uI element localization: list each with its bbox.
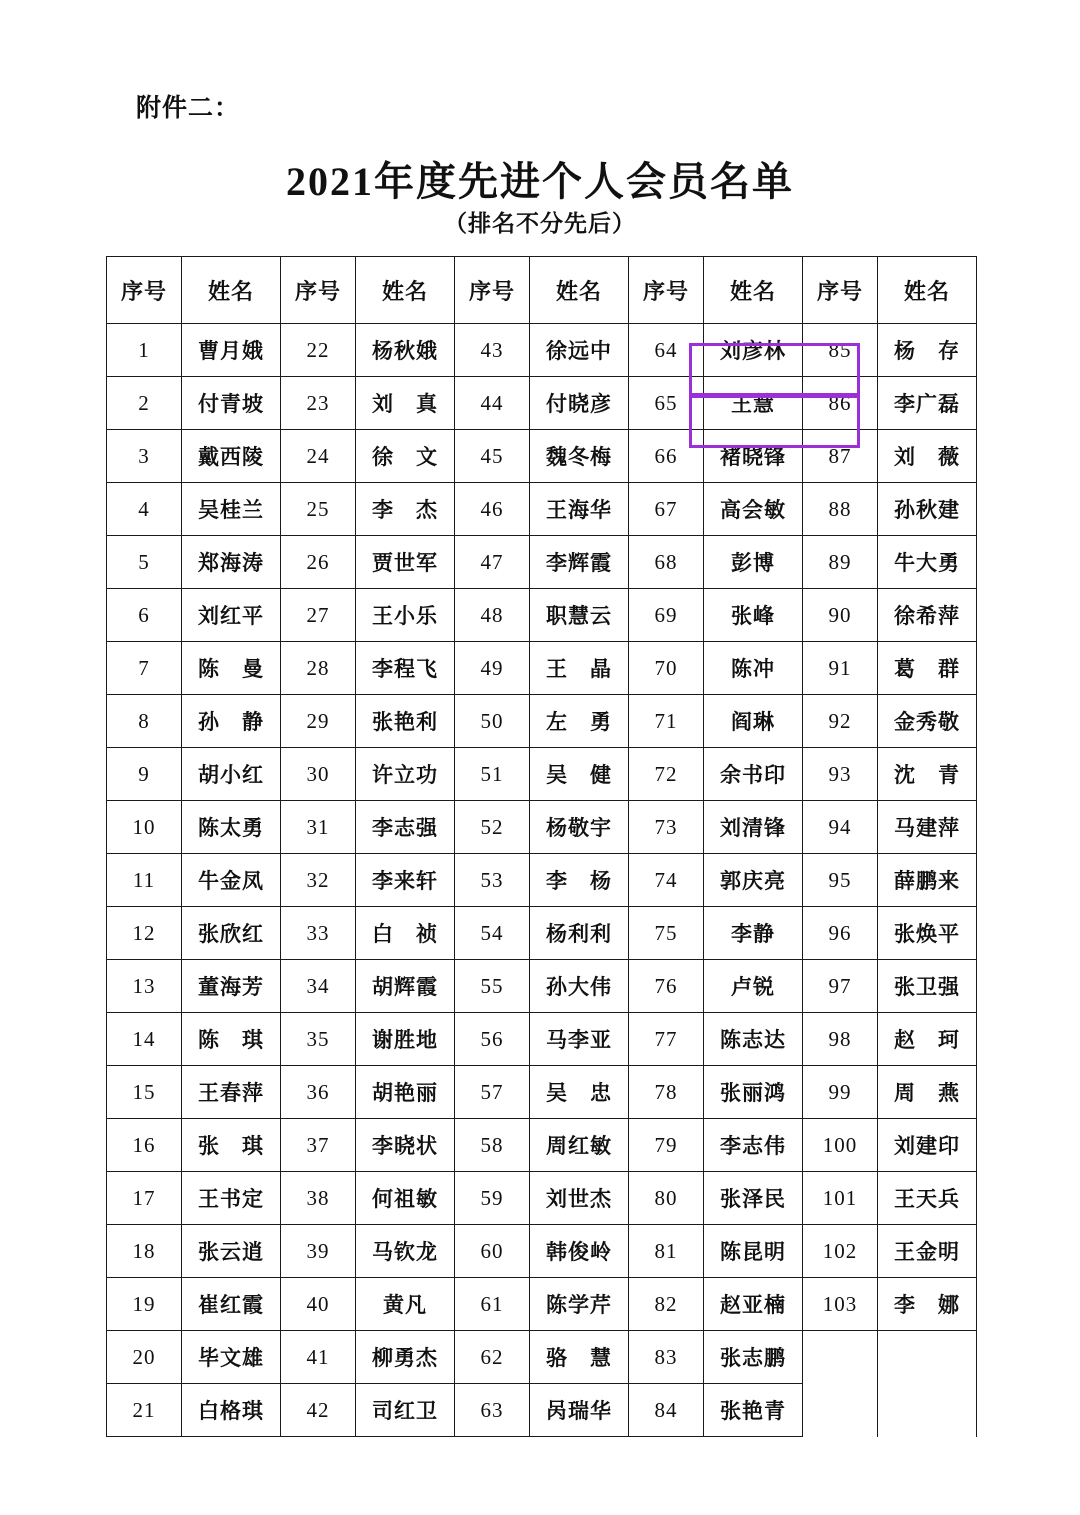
- table-cell-index: 99: [803, 1066, 878, 1119]
- column-header-index-4: 序号: [629, 257, 704, 324]
- table-body: [107, 324, 977, 1437]
- table-cell-index: 84: [629, 1384, 704, 1437]
- table-cell-name: 黄凡: [356, 1278, 455, 1331]
- table-cell-index: 71: [629, 695, 704, 748]
- column-header-index-5: 序号: [803, 257, 878, 324]
- table-cell-name: 许立功: [356, 748, 455, 801]
- table-row: [107, 960, 977, 1013]
- table-cell-index: 35: [281, 1013, 356, 1066]
- table-row: [107, 1119, 977, 1172]
- table-cell-name: 张泽民: [704, 1172, 803, 1225]
- table-cell-name: 王小乐: [356, 589, 455, 642]
- table-cell-name: 职慧云: [530, 589, 629, 642]
- table-cell-name: 柳勇杰: [356, 1331, 455, 1384]
- table-cell-name: 李来轩: [356, 854, 455, 907]
- table-cell-name: 胡辉霞: [356, 960, 455, 1013]
- table-cell-name: 刘 薇: [878, 430, 977, 483]
- column-header-index-2: 序号: [281, 257, 356, 324]
- table-cell-index: 101: [803, 1172, 878, 1225]
- table-cell-index: 63: [455, 1384, 530, 1437]
- table-cell-index: 4: [107, 483, 182, 536]
- table-cell-name: 沈 青: [878, 748, 977, 801]
- table-row: [107, 430, 977, 483]
- table-cell-name: 白 祯: [356, 907, 455, 960]
- table-cell-name: 张云逍: [182, 1225, 281, 1278]
- table-cell-index: 68: [629, 536, 704, 589]
- table-cell-name: 牛大勇: [878, 536, 977, 589]
- table-cell-name: 陈志达: [704, 1013, 803, 1066]
- table-cell-name: 董海芳: [182, 960, 281, 1013]
- table-cell-name: 褚晓锋: [704, 430, 803, 483]
- table-cell-index: 38: [281, 1172, 356, 1225]
- table-cell-index: 80: [629, 1172, 704, 1225]
- table-cell-name: 刘红平: [182, 589, 281, 642]
- table-cell-name: 周 燕: [878, 1066, 977, 1119]
- table-cell-name: 王 晶: [530, 642, 629, 695]
- table-cell-index: 19: [107, 1278, 182, 1331]
- table-cell-name: 张 琪: [182, 1119, 281, 1172]
- table-cell-name: 刘建印: [878, 1119, 977, 1172]
- table-row: [107, 536, 977, 589]
- table-cell-index: 73: [629, 801, 704, 854]
- table-cell-index: 5: [107, 536, 182, 589]
- table-cell-index: 61: [455, 1278, 530, 1331]
- table-cell-index: 83: [629, 1331, 704, 1384]
- table-cell-index: 49: [455, 642, 530, 695]
- table-cell-name: 李志强: [356, 801, 455, 854]
- table-cell-index: 8: [107, 695, 182, 748]
- table-cell-name: 张卫强: [878, 960, 977, 1013]
- table-cell-name: 马钦龙: [356, 1225, 455, 1278]
- table-cell-name: 张丽鸿: [704, 1066, 803, 1119]
- table-cell-index: 72: [629, 748, 704, 801]
- table-row: [107, 642, 977, 695]
- table-row: [107, 324, 977, 377]
- table-cell-index: 11: [107, 854, 182, 907]
- table-cell-name: 司红卫: [356, 1384, 455, 1437]
- table-cell-name: 孙 静: [182, 695, 281, 748]
- table-cell-index: 20: [107, 1331, 182, 1384]
- table-cell-index: 1: [107, 324, 182, 377]
- table-cell-index: 55: [455, 960, 530, 1013]
- table-cell-name: 李晓状: [356, 1119, 455, 1172]
- table-cell-index: 47: [455, 536, 530, 589]
- table-cell-index: 100: [803, 1119, 878, 1172]
- table-cell-name: 付青坡: [182, 377, 281, 430]
- table-cell-index: 36: [281, 1066, 356, 1119]
- table-cell-name: 陈 琪: [182, 1013, 281, 1066]
- table-cell-index: 17: [107, 1172, 182, 1225]
- table-row: [107, 748, 977, 801]
- table-header-row: [107, 257, 977, 324]
- table-cell-name: 卢锐: [704, 960, 803, 1013]
- table-cell-index: 6: [107, 589, 182, 642]
- table-cell-index: 82: [629, 1278, 704, 1331]
- table-cell-name: 呙瑞华: [530, 1384, 629, 1437]
- table-cell-index: 26: [281, 536, 356, 589]
- table-cell-name: 骆 慧: [530, 1331, 629, 1384]
- table-cell-index: 22: [281, 324, 356, 377]
- table-cell-index: 67: [629, 483, 704, 536]
- table-cell-index: 44: [455, 377, 530, 430]
- table-cell-index: 12: [107, 907, 182, 960]
- table-cell-index: 39: [281, 1225, 356, 1278]
- table-cell-index: 50: [455, 695, 530, 748]
- table-cell-name: 徐远中: [530, 324, 629, 377]
- table-cell-name: 戴西陵: [182, 430, 281, 483]
- table-cell-name: 张艳利: [356, 695, 455, 748]
- page-title: 2021年度先进个人会员名单: [286, 159, 794, 204]
- table-cell-name: 刘彦林: [704, 324, 803, 377]
- table-cell-name: 陈 曼: [182, 642, 281, 695]
- table-cell-index: 87: [803, 430, 878, 483]
- column-header-name-2: 姓名: [356, 257, 455, 324]
- table-cell-name: 毕文雄: [182, 1331, 281, 1384]
- table-cell-index: 95: [803, 854, 878, 907]
- table-cell-name: 郭庆亮: [704, 854, 803, 907]
- table-cell-index: 76: [629, 960, 704, 1013]
- table-cell-name: 张志鹏: [704, 1331, 803, 1384]
- table-cell-index: 24: [281, 430, 356, 483]
- table-cell-name: 胡小红: [182, 748, 281, 801]
- table-cell-index: 25: [281, 483, 356, 536]
- table-cell-index: 69: [629, 589, 704, 642]
- attachment-label: 附件二：: [136, 95, 241, 122]
- table-cell-index: 23: [281, 377, 356, 430]
- table-cell-name: 徐希萍: [878, 589, 977, 642]
- table-cell-index: 48: [455, 589, 530, 642]
- table-row: [107, 483, 977, 536]
- table-cell-name: 王海华: [530, 483, 629, 536]
- table-cell-name: 王金明: [878, 1225, 977, 1278]
- table-cell-index: 30: [281, 748, 356, 801]
- table-cell-index: 54: [455, 907, 530, 960]
- table-cell-name: 马建萍: [878, 801, 977, 854]
- table-cell-empty: [803, 1331, 878, 1384]
- table-cell-name: 李广磊: [878, 377, 977, 430]
- column-header-name-5: 姓名: [878, 257, 977, 324]
- table-cell-index: 2: [107, 377, 182, 430]
- table-cell-index: 13: [107, 960, 182, 1013]
- table-cell-index: 58: [455, 1119, 530, 1172]
- table-cell-name: 韩俊岭: [530, 1225, 629, 1278]
- table-cell-name: 李 娜: [878, 1278, 977, 1331]
- table-cell-index: 18: [107, 1225, 182, 1278]
- table-cell-index: 102: [803, 1225, 878, 1278]
- table-cell-index: 88: [803, 483, 878, 536]
- table-row: [107, 907, 977, 960]
- column-header-name-3: 姓名: [530, 257, 629, 324]
- table-cell-index: 7: [107, 642, 182, 695]
- table-cell-index: 16: [107, 1119, 182, 1172]
- table-cell-name: 孙秋建: [878, 483, 977, 536]
- table-cell-index: 93: [803, 748, 878, 801]
- table-cell-name: 王书定: [182, 1172, 281, 1225]
- table-cell-index: 32: [281, 854, 356, 907]
- table-cell-index: 75: [629, 907, 704, 960]
- table-cell-name: 何祖敏: [356, 1172, 455, 1225]
- table-cell-name: 张焕平: [878, 907, 977, 960]
- table-cell-name: 魏冬梅: [530, 430, 629, 483]
- table-cell-index: 29: [281, 695, 356, 748]
- table-cell-name: 曹月娥: [182, 324, 281, 377]
- table-cell-name: 贾世军: [356, 536, 455, 589]
- table-cell-index: 91: [803, 642, 878, 695]
- table-row: [107, 1013, 977, 1066]
- table-cell-index: 78: [629, 1066, 704, 1119]
- table-row: [107, 589, 977, 642]
- table-cell-name: 左 勇: [530, 695, 629, 748]
- table-cell-index: 85: [803, 324, 878, 377]
- table-cell-index: 41: [281, 1331, 356, 1384]
- roster-table-container: [106, 256, 966, 1437]
- table-cell-index: 97: [803, 960, 878, 1013]
- table-cell-name: 李 杨: [530, 854, 629, 907]
- table-cell-index: 43: [455, 324, 530, 377]
- table-cell-name: 吴桂兰: [182, 483, 281, 536]
- table-cell-name: 牛金凤: [182, 854, 281, 907]
- roster-table: [106, 256, 977, 1437]
- page-subtitle: （排名不分先后）: [444, 211, 636, 236]
- table-cell-name: 孙大伟: [530, 960, 629, 1013]
- table-row: [107, 377, 977, 430]
- table-row: [107, 1066, 977, 1119]
- table-cell-name: 葛 群: [878, 642, 977, 695]
- table-cell-name: 张艳青: [704, 1384, 803, 1437]
- table-cell-name: 杨敬宇: [530, 801, 629, 854]
- table-cell-index: 57: [455, 1066, 530, 1119]
- table-cell-index: 70: [629, 642, 704, 695]
- table-cell-name: 陈昆明: [704, 1225, 803, 1278]
- table-cell-index: 65: [629, 377, 704, 430]
- table-row: [107, 1172, 977, 1225]
- column-header-name-1: 姓名: [182, 257, 281, 324]
- table-cell-index: 15: [107, 1066, 182, 1119]
- table-cell-index: 33: [281, 907, 356, 960]
- table-cell-name: 陈太勇: [182, 801, 281, 854]
- table-cell-index: 42: [281, 1384, 356, 1437]
- table-cell-name: 彭博: [704, 536, 803, 589]
- table-cell-index: 31: [281, 801, 356, 854]
- table-cell-name: 李 杰: [356, 483, 455, 536]
- table-cell-index: 21: [107, 1384, 182, 1437]
- table-cell-index: 86: [803, 377, 878, 430]
- table-cell-index: 90: [803, 589, 878, 642]
- table-cell-index: 98: [803, 1013, 878, 1066]
- table-cell-name: 金秀敬: [878, 695, 977, 748]
- table-cell-index: 56: [455, 1013, 530, 1066]
- table-cell-name: 杨秋娥: [356, 324, 455, 377]
- table-cell-name: 高会敏: [704, 483, 803, 536]
- table-row: [107, 1225, 977, 1278]
- table-cell-index: 28: [281, 642, 356, 695]
- table-cell-index: 37: [281, 1119, 356, 1172]
- table-cell-name: 崔红霞: [182, 1278, 281, 1331]
- table-cell-name: 李志伟: [704, 1119, 803, 1172]
- table-cell-index: 45: [455, 430, 530, 483]
- table-row: [107, 1331, 977, 1384]
- table-cell-index: 34: [281, 960, 356, 1013]
- table-cell-name: 杨 存: [878, 324, 977, 377]
- table-cell-name: 赵亚楠: [704, 1278, 803, 1331]
- table-cell-index: 64: [629, 324, 704, 377]
- table-cell-index: 51: [455, 748, 530, 801]
- table-cell-index: 79: [629, 1119, 704, 1172]
- table-cell-name: 周红敏: [530, 1119, 629, 1172]
- table-cell-index: 89: [803, 536, 878, 589]
- table-cell-name: 付晓彦: [530, 377, 629, 430]
- table-cell-index: 14: [107, 1013, 182, 1066]
- table-cell-name: 白格琪: [182, 1384, 281, 1437]
- table-cell-name: 胡艳丽: [356, 1066, 455, 1119]
- table-cell-name: 谢胜地: [356, 1013, 455, 1066]
- table-cell-name: 吴 忠: [530, 1066, 629, 1119]
- table-cell-name: 郑海涛: [182, 536, 281, 589]
- table-cell-index: 74: [629, 854, 704, 907]
- table-cell-name: 余书印: [704, 748, 803, 801]
- table-cell-index: 3: [107, 430, 182, 483]
- table-cell-name: 阎琳: [704, 695, 803, 748]
- table-cell-index: 77: [629, 1013, 704, 1066]
- table-cell-index: 60: [455, 1225, 530, 1278]
- table-row: [107, 854, 977, 907]
- table-cell-index: 59: [455, 1172, 530, 1225]
- table-header: [107, 257, 977, 324]
- table-row: [107, 801, 977, 854]
- table-row: [107, 1384, 977, 1437]
- table-row: [107, 1278, 977, 1331]
- table-cell-index: 10: [107, 801, 182, 854]
- table-cell-name: 陈学芹: [530, 1278, 629, 1331]
- table-cell-index: 103: [803, 1278, 878, 1331]
- table-cell-index: 46: [455, 483, 530, 536]
- table-cell-empty: [803, 1384, 878, 1437]
- table-cell-empty: [878, 1331, 977, 1384]
- table-cell-name: 王慧: [704, 377, 803, 430]
- column-header-name-4: 姓名: [704, 257, 803, 324]
- table-cell-name: 刘清锋: [704, 801, 803, 854]
- table-cell-name: 李程飞: [356, 642, 455, 695]
- table-cell-index: 40: [281, 1278, 356, 1331]
- table-cell-index: 53: [455, 854, 530, 907]
- table-cell-name: 刘 真: [356, 377, 455, 430]
- table-cell-index: 94: [803, 801, 878, 854]
- table-cell-name: 李辉霞: [530, 536, 629, 589]
- table-cell-index: 62: [455, 1331, 530, 1384]
- table-cell-name: 马李亚: [530, 1013, 629, 1066]
- table-cell-name: 李静: [704, 907, 803, 960]
- column-header-index-1: 序号: [107, 257, 182, 324]
- table-cell-empty: [878, 1384, 977, 1437]
- table-cell-name: 张峰: [704, 589, 803, 642]
- table-cell-index: 92: [803, 695, 878, 748]
- table-cell-name: 王天兵: [878, 1172, 977, 1225]
- table-cell-index: 9: [107, 748, 182, 801]
- table-cell-name: 赵 珂: [878, 1013, 977, 1066]
- table-cell-name: 薛鹏来: [878, 854, 977, 907]
- table-cell-name: 王春萍: [182, 1066, 281, 1119]
- column-header-index-3: 序号: [455, 257, 530, 324]
- table-cell-name: 吴 健: [530, 748, 629, 801]
- table-cell-index: 81: [629, 1225, 704, 1278]
- table-row: [107, 695, 977, 748]
- table-cell-index: 27: [281, 589, 356, 642]
- table-cell-index: 96: [803, 907, 878, 960]
- table-cell-name: 刘世杰: [530, 1172, 629, 1225]
- table-cell-index: 66: [629, 430, 704, 483]
- table-cell-name: 张欣红: [182, 907, 281, 960]
- table-cell-name: 杨利利: [530, 907, 629, 960]
- table-cell-name: 陈冲: [704, 642, 803, 695]
- table-cell-index: 52: [455, 801, 530, 854]
- table-cell-name: 徐 文: [356, 430, 455, 483]
